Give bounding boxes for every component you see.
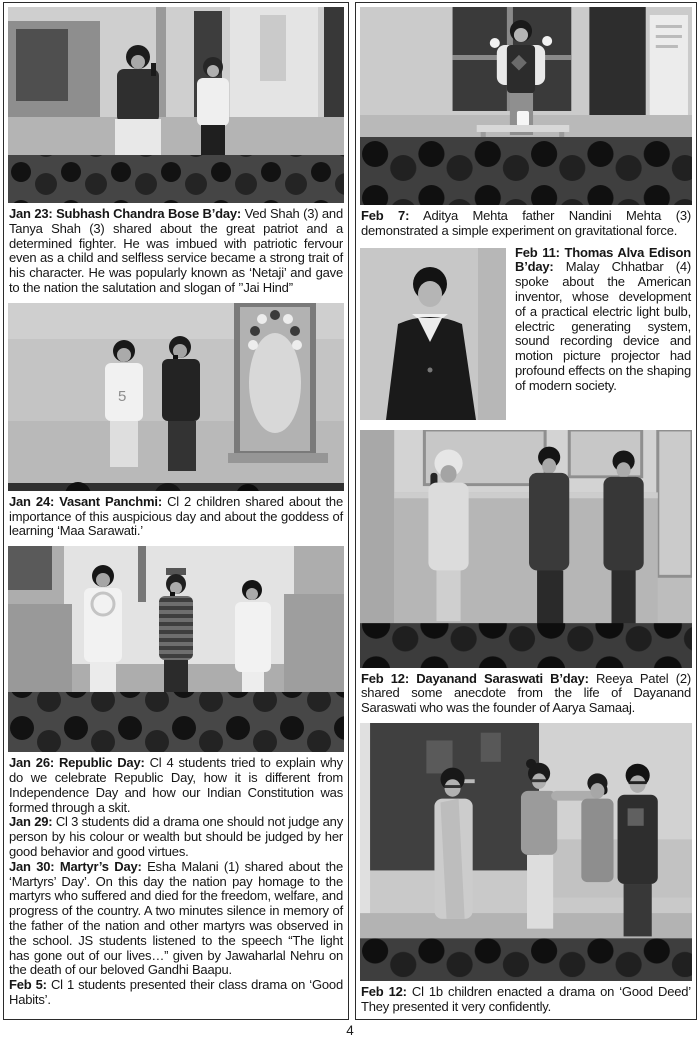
caption-lead: Jan 29:	[9, 814, 53, 830]
svg-text:5: 5	[118, 387, 127, 405]
caption-lead: Feb 12: Dayanand Saraswati B’day:	[361, 670, 589, 686]
caption-text: Cl 2 children shared about the importance of this auspicious day and about the goddess of learning ‘Maa Sarawati.’	[9, 493, 343, 539]
caption-text: Reeya Patel (2) shared some anecdote from the life of Dayanand Saraswati who was the founder of Aarya Samaaj.	[361, 670, 692, 716]
caption-text: Cl 1b children enacted a drama on ‘Good Deed’ They presented it very confidently.	[361, 983, 691, 1014]
caption-paragraph	[9, 756, 343, 815]
caption-text: Malay Chhatbar (4) spoke about the American inventor, whose development of a practical electric light bulb, electric generating system, sound recording device and motion picture projector had profound effects on the shaping of modern society.	[515, 259, 691, 393]
caption-jan26-feb5	[9, 756, 343, 1008]
caption-feb7	[361, 209, 691, 239]
caption-lead: Feb 7:	[361, 208, 410, 223]
caption-lead: Jan 30: Martyr’s Day:	[9, 858, 142, 874]
photo-jan26-republic-day	[8, 546, 344, 752]
caption-lead: Jan 24: Vasant Panchmi:	[9, 493, 162, 509]
caption-text: Cl 4 students tried to explain why do we celebrate Republic Day, how it is different from Independence Day and how our Indian Constitution was formed through a skit.	[9, 755, 343, 815]
caption-paragraph	[361, 209, 691, 239]
newsletter-page	[3, 2, 697, 1020]
caption-paragraph	[9, 207, 343, 296]
caption-feb12-saraswati	[361, 672, 691, 716]
caption-paragraph	[9, 978, 343, 1008]
caption-feb12-drama	[361, 985, 691, 1015]
caption-paragraph	[9, 495, 343, 539]
photo-feb12-good-deed-drama	[360, 723, 692, 981]
caption-text: Cl 1 students presented their class drama on ‘Good Habits’.	[9, 977, 343, 1007]
caption-text: Aditya Mehta father Nandini Mehta (3) demonstrated a simple experiment on gravitational force.	[361, 208, 691, 238]
caption-lead: Jan 26: Republic Day:	[9, 755, 145, 771]
caption-lead: Jan 23: Subhash Chandra Bose B’day:	[9, 206, 242, 221]
left-column	[3, 2, 349, 1020]
caption-paragraph	[361, 985, 691, 1015]
photo-feb12-saraswati-bday	[360, 430, 692, 668]
caption-text: Cl 3 students did a drama one should not judge any person by his colour or wealth but should be judged by her good behavior and good virtues.	[9, 814, 343, 859]
page-number: 4	[346, 1023, 354, 1038]
photo-jan24-vasant-panchmi	[8, 303, 344, 491]
caption-lead: Feb 12:	[361, 983, 407, 999]
photo-jan23-bose-bday	[8, 7, 344, 203]
right-column	[355, 2, 697, 1020]
caption-lead: Feb 5:	[9, 977, 47, 993]
caption-paragraph	[361, 672, 691, 716]
caption-paragraph	[9, 815, 343, 859]
feb11-edison-block	[360, 246, 692, 422]
caption-text: Ved Shah (3) and Tanya Shah (3) shared about the great patriot and a determined fighter. He was imbued with patriotic fervour even as a child and selfless service became a strong trait of his character. He was popularly known as ‘Netaji’ and gave to the nation the salutation and slogan of ’’Jai Hind”	[9, 206, 343, 295]
photo-feb7-experiment	[360, 7, 692, 205]
caption-text: Esha Malani (1) shared about the ‘Martyrs’ Day’. On this day the nation pay homage to the martyrs who suffered and died for the freedom, welfare, and progress of the country. A two minutes silence in memory of the father of the nation and other martyrs was observed in the school. JS students listened to the speech “The light has gone out of our lives…” given by Jawaharlal Nehru on the death of our beloved Gandhi Baapu.	[9, 858, 343, 978]
caption-paragraph	[9, 860, 343, 978]
caption-lead: Feb 11: Thomas Alva Edison B’day:	[515, 244, 691, 275]
photo-feb11-edison-bday	[360, 248, 506, 420]
caption-jan24	[9, 495, 343, 539]
caption-jan23	[9, 207, 343, 296]
